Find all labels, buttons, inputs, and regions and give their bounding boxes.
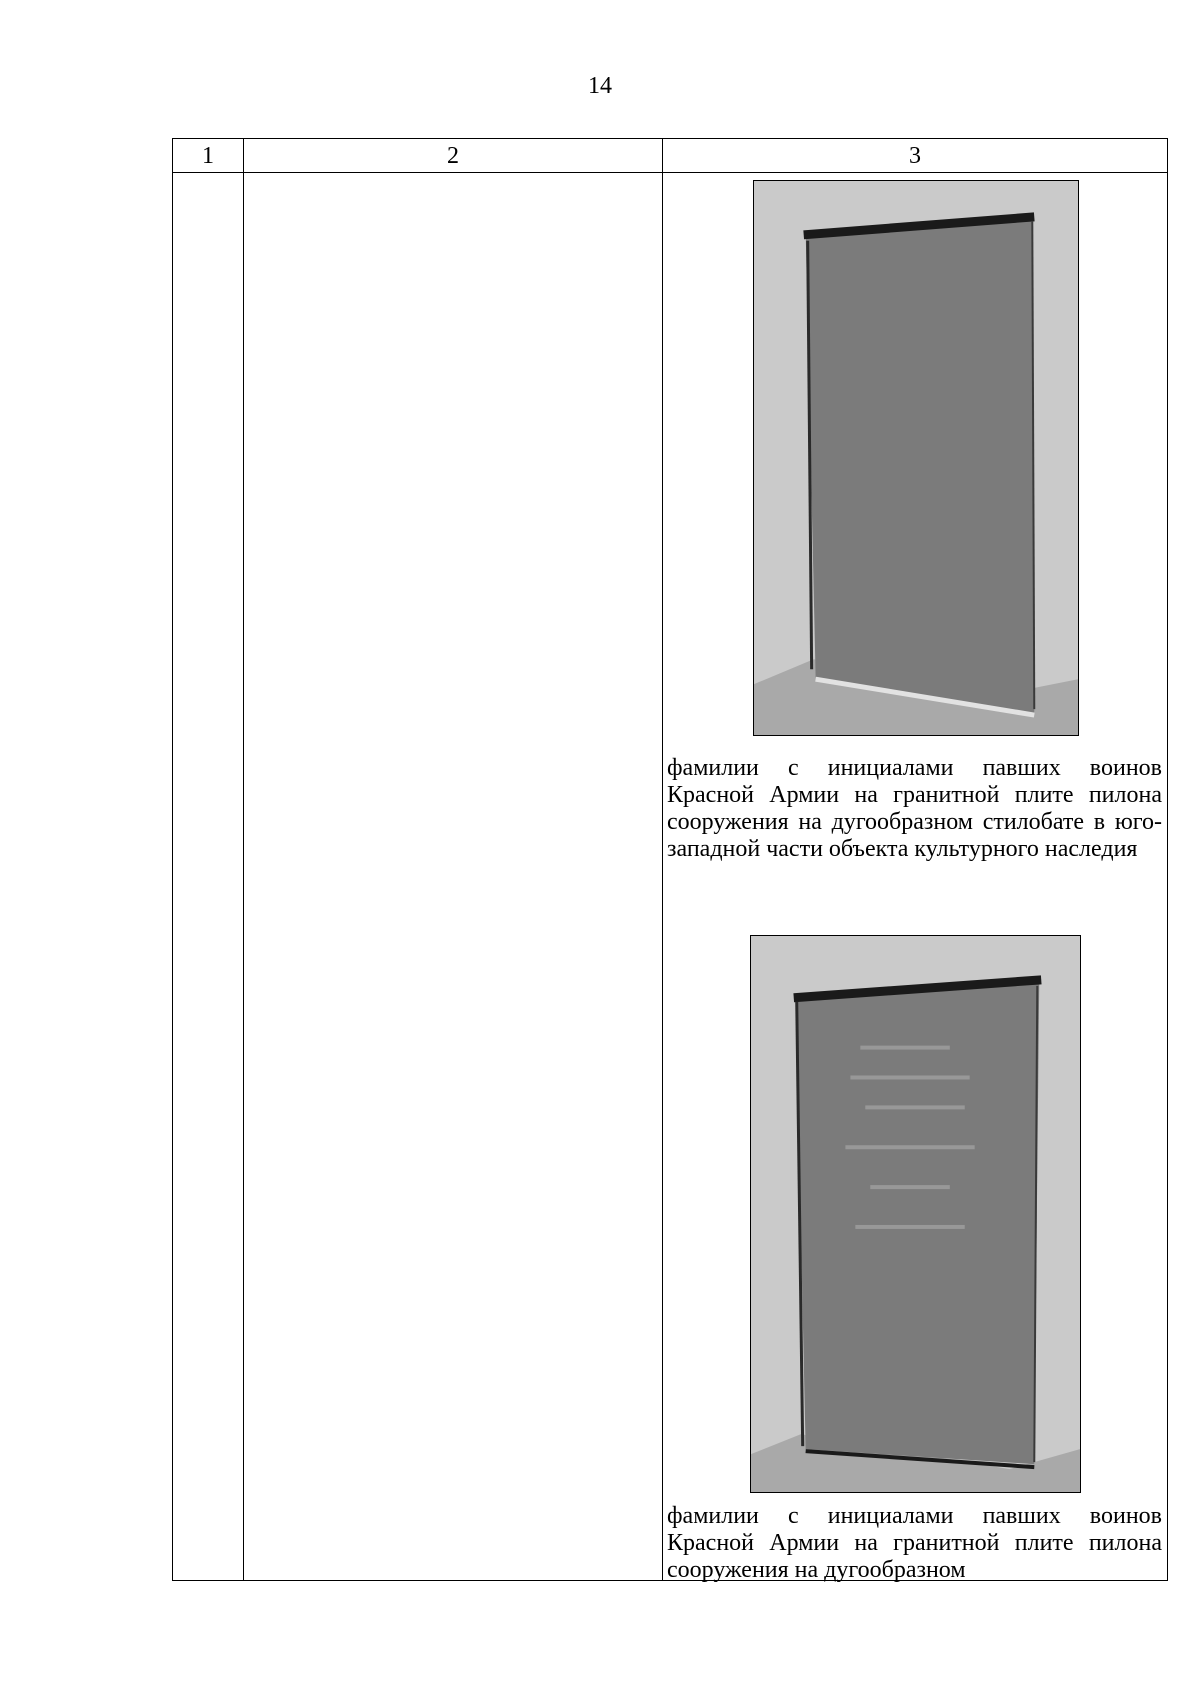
table-header-row	[173, 139, 1168, 173]
column-header-2: 2	[244, 139, 663, 173]
photo-caption-2: фамилии с инициалами павших воинов Красной Армии на гранитной плите пилона сооружения на дугообразном	[667, 1503, 1162, 1583]
column-header-3: 3	[663, 139, 1168, 173]
photo-caption-1: фамилии с инициалами павших воинов Красной Армии на гранитной плите пилона сооружения на дугообразном стилобате в юго-западной части объекта культурного наследия	[667, 755, 1162, 862]
cell-col3	[663, 173, 1168, 1581]
cell-col2	[244, 173, 663, 1581]
granite-plaque-photo-icon	[754, 181, 1078, 735]
granite-plaque-photo-icon	[751, 936, 1080, 1492]
document-table	[172, 138, 1168, 1581]
column-header-1: 1	[173, 139, 244, 173]
cell-col1	[173, 173, 244, 1581]
granite-plaque-photo-1	[753, 180, 1079, 736]
granite-plaque-photo-2	[750, 935, 1081, 1493]
page-number: 14	[588, 73, 612, 99]
table-row	[173, 173, 1168, 1581]
